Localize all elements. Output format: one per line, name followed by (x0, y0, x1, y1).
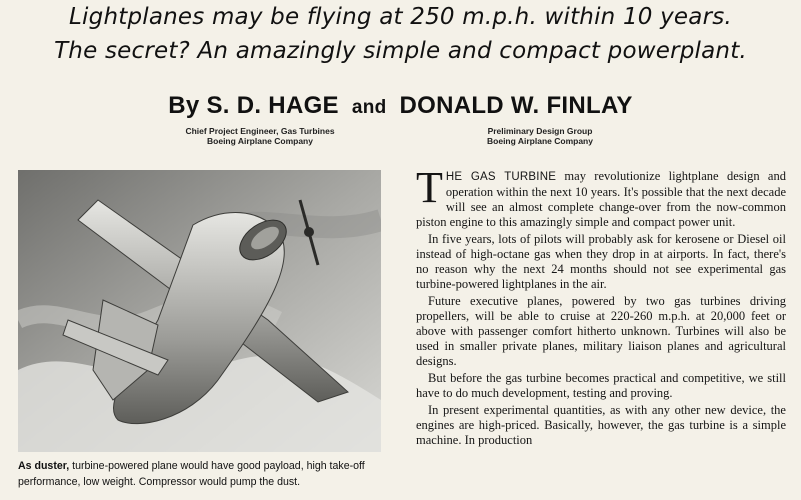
author-1-title: Chief Project Engineer, Gas Turbines (185, 126, 335, 136)
caption-lead: As duster, (18, 460, 70, 472)
byline-and: and (351, 97, 387, 118)
author-1-affiliation (160, 126, 360, 146)
article-paragraph-1 (416, 163, 786, 230)
author-1-org: Boeing Airplane Company (207, 136, 313, 146)
byline-author-1: By S. D. HAGE (168, 92, 339, 119)
lead-caps: HE GAS TURBINE (445, 171, 557, 183)
caption-text: turbine-powered plane would have good payload, high take-off performance, low weight. Compressor would pump the dust. (18, 460, 365, 488)
author-2-org: Boeing Airplane Company (487, 136, 593, 146)
article-paragraph-2: In five years, lots of pilots will probably ask for kerosene or Diesel oil instead of high-octane gas when they drop in at airports. In fact, there's no reason why the next 24 months should not see experimental gas turbine-powered lightplanes in the air. (416, 232, 786, 291)
byline-author-2: DONALD W. FINLAY (399, 92, 633, 119)
byline (0, 92, 801, 120)
article-body (416, 163, 786, 450)
author-2-affiliation (440, 126, 640, 146)
airplane-photo (18, 170, 381, 452)
photo-caption (18, 458, 388, 490)
headline-deck-line-1: Lightplanes may be flying at 250 m.p.h. within 10 years. (69, 4, 732, 30)
article-paragraph-3: Future executive planes, powered by two gas turbines driving propellers, will be able to cruise at 220-260 m.p.h. at 20,000 feet or above with passenger comfort hitherto unknown. Turbines will also be used in smaller private planes, military liaison planes and agricultural designs. (416, 294, 786, 368)
drop-cap: T (416, 163, 443, 212)
article-paragraph-4: But before the gas turbine becomes practical and competitive, we still have to do much development, testing and proving. (416, 371, 786, 400)
airplane-illustration (18, 170, 381, 452)
paragraph-1-text: may revolutionize lightplane design and operation within the next 10 years. It's possible that the next decade will see an almost complete change-over from the now-common piston engine to this amazingly simple and compact power unit. (416, 169, 786, 229)
headline-deck-line-2: The secret? An amazingly simple and compact powerplant. (54, 38, 747, 64)
article-paragraph-5: In present experimental quantities, as with any other new device, the engines are high-priced. Basically, however, the gas turbine is a simple machine. In production (416, 403, 786, 447)
author-2-title: Preliminary Design Group (487, 126, 593, 136)
